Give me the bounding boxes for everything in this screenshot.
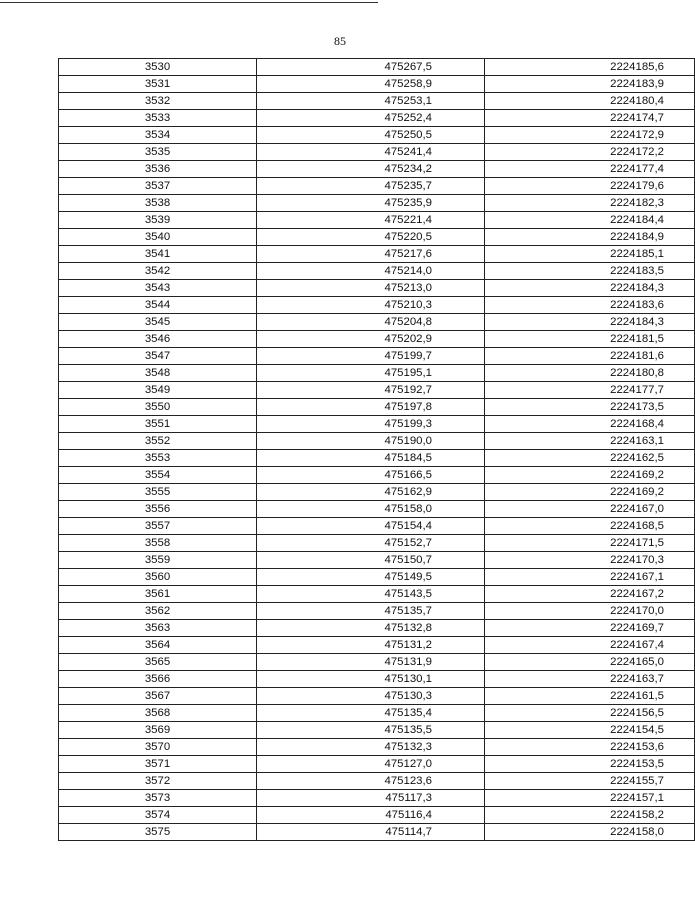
table-row bbox=[59, 620, 695, 637]
y-coordinate-cell: 2224180,4 bbox=[485, 93, 695, 110]
x-coordinate-cell: 475116,4 bbox=[257, 807, 485, 824]
point-number-cell: 3533 bbox=[59, 110, 257, 127]
y-coordinate-cell: 2224161,5 bbox=[485, 688, 695, 705]
table-row bbox=[59, 790, 695, 807]
table-row bbox=[59, 569, 695, 586]
point-number-cell: 3551 bbox=[59, 416, 257, 433]
table-row bbox=[59, 535, 695, 552]
y-coordinate-cell: 2224167,1 bbox=[485, 569, 695, 586]
point-number-cell: 3553 bbox=[59, 450, 257, 467]
table-row bbox=[59, 144, 695, 161]
table-row bbox=[59, 450, 695, 467]
y-coordinate-cell: 2224183,6 bbox=[485, 297, 695, 314]
table-row bbox=[59, 722, 695, 739]
table-row bbox=[59, 654, 695, 671]
table-row bbox=[59, 195, 695, 212]
x-coordinate-cell: 475199,7 bbox=[257, 348, 485, 365]
y-coordinate-cell: 2224154,5 bbox=[485, 722, 695, 739]
x-coordinate-cell: 475135,5 bbox=[257, 722, 485, 739]
y-coordinate-cell: 2224158,0 bbox=[485, 824, 695, 841]
table-row bbox=[59, 382, 695, 399]
y-coordinate-cell: 2224167,0 bbox=[485, 501, 695, 518]
x-coordinate-cell: 475130,3 bbox=[257, 688, 485, 705]
x-coordinate-cell: 475241,4 bbox=[257, 144, 485, 161]
point-number-cell: 3534 bbox=[59, 127, 257, 144]
x-coordinate-cell: 475123,6 bbox=[257, 773, 485, 790]
point-number-cell: 3573 bbox=[59, 790, 257, 807]
point-number-cell: 3565 bbox=[59, 654, 257, 671]
y-coordinate-cell: 2224153,6 bbox=[485, 739, 695, 756]
point-number-cell: 3542 bbox=[59, 263, 257, 280]
y-coordinate-cell: 2224167,4 bbox=[485, 637, 695, 654]
table-row bbox=[59, 76, 695, 93]
table-row bbox=[59, 178, 695, 195]
y-coordinate-cell: 2224168,4 bbox=[485, 416, 695, 433]
table-row bbox=[59, 93, 695, 110]
table-row bbox=[59, 552, 695, 569]
y-coordinate-cell: 2224172,2 bbox=[485, 144, 695, 161]
point-number-cell: 3567 bbox=[59, 688, 257, 705]
table-row bbox=[59, 637, 695, 654]
table-row bbox=[59, 314, 695, 331]
x-coordinate-cell: 475135,7 bbox=[257, 603, 485, 620]
x-coordinate-cell: 475250,5 bbox=[257, 127, 485, 144]
table-row bbox=[59, 824, 695, 841]
x-coordinate-cell: 475267,5 bbox=[257, 59, 485, 76]
y-coordinate-cell: 2224172,9 bbox=[485, 127, 695, 144]
y-coordinate-cell: 2224185,1 bbox=[485, 246, 695, 263]
point-number-cell: 3538 bbox=[59, 195, 257, 212]
x-coordinate-cell: 475210,3 bbox=[257, 297, 485, 314]
x-coordinate-cell: 475143,5 bbox=[257, 586, 485, 603]
y-coordinate-cell: 2224173,5 bbox=[485, 399, 695, 416]
table-row bbox=[59, 739, 695, 756]
point-number-cell: 3572 bbox=[59, 773, 257, 790]
point-number-cell: 3564 bbox=[59, 637, 257, 654]
y-coordinate-cell: 2224167,2 bbox=[485, 586, 695, 603]
table-row bbox=[59, 399, 695, 416]
point-number-cell: 3569 bbox=[59, 722, 257, 739]
y-coordinate-cell: 2224153,5 bbox=[485, 756, 695, 773]
x-coordinate-cell: 475252,4 bbox=[257, 110, 485, 127]
x-coordinate-cell: 475214,0 bbox=[257, 263, 485, 280]
x-coordinate-cell: 475149,5 bbox=[257, 569, 485, 586]
x-coordinate-cell: 475114,7 bbox=[257, 824, 485, 841]
y-coordinate-cell: 2224163,7 bbox=[485, 671, 695, 688]
x-coordinate-cell: 475192,7 bbox=[257, 382, 485, 399]
x-coordinate-cell: 475131,9 bbox=[257, 654, 485, 671]
point-number-cell: 3547 bbox=[59, 348, 257, 365]
x-coordinate-cell: 475235,7 bbox=[257, 178, 485, 195]
point-number-cell: 3562 bbox=[59, 603, 257, 620]
x-coordinate-cell: 475127,0 bbox=[257, 756, 485, 773]
x-coordinate-cell: 475221,4 bbox=[257, 212, 485, 229]
point-number-cell: 3561 bbox=[59, 586, 257, 603]
y-coordinate-cell: 2224184,3 bbox=[485, 314, 695, 331]
y-coordinate-cell: 2224181,6 bbox=[485, 348, 695, 365]
y-coordinate-cell: 2224177,7 bbox=[485, 382, 695, 399]
point-number-cell: 3552 bbox=[59, 433, 257, 450]
table-row bbox=[59, 807, 695, 824]
table-row bbox=[59, 212, 695, 229]
x-coordinate-cell: 475132,8 bbox=[257, 620, 485, 637]
point-number-cell: 3558 bbox=[59, 535, 257, 552]
x-coordinate-cell: 475190,0 bbox=[257, 433, 485, 450]
x-coordinate-cell: 475199,3 bbox=[257, 416, 485, 433]
y-coordinate-cell: 2224168,5 bbox=[485, 518, 695, 535]
point-number-cell: 3545 bbox=[59, 314, 257, 331]
page-number: 85 bbox=[334, 34, 346, 48]
point-number-cell: 3537 bbox=[59, 178, 257, 195]
x-coordinate-cell: 475234,2 bbox=[257, 161, 485, 178]
x-coordinate-cell: 475197,8 bbox=[257, 399, 485, 416]
point-number-cell: 3555 bbox=[59, 484, 257, 501]
point-number-cell: 3571 bbox=[59, 756, 257, 773]
y-coordinate-cell: 2224162,5 bbox=[485, 450, 695, 467]
table-row bbox=[59, 110, 695, 127]
x-coordinate-cell: 475213,0 bbox=[257, 280, 485, 297]
table-row bbox=[59, 280, 695, 297]
y-coordinate-cell: 2224177,4 bbox=[485, 161, 695, 178]
table-row bbox=[59, 586, 695, 603]
coordinates-table-body bbox=[59, 59, 695, 841]
table-row bbox=[59, 229, 695, 246]
y-coordinate-cell: 2224171,5 bbox=[485, 535, 695, 552]
y-coordinate-cell: 2224181,5 bbox=[485, 331, 695, 348]
x-coordinate-cell: 475253,1 bbox=[257, 93, 485, 110]
point-number-cell: 3543 bbox=[59, 280, 257, 297]
x-coordinate-cell: 475158,0 bbox=[257, 501, 485, 518]
point-number-cell: 3536 bbox=[59, 161, 257, 178]
y-coordinate-cell: 2224170,0 bbox=[485, 603, 695, 620]
x-coordinate-cell: 475130,1 bbox=[257, 671, 485, 688]
x-coordinate-cell: 475162,9 bbox=[257, 484, 485, 501]
table-row bbox=[59, 331, 695, 348]
point-number-cell: 3568 bbox=[59, 705, 257, 722]
point-number-cell: 3574 bbox=[59, 807, 257, 824]
x-coordinate-cell: 475150,7 bbox=[257, 552, 485, 569]
y-coordinate-cell: 2224163,1 bbox=[485, 433, 695, 450]
y-coordinate-cell: 2224155,7 bbox=[485, 773, 695, 790]
y-coordinate-cell: 2224169,2 bbox=[485, 484, 695, 501]
top-rule bbox=[0, 2, 378, 3]
y-coordinate-cell: 2224169,7 bbox=[485, 620, 695, 637]
table-row bbox=[59, 263, 695, 280]
table-row bbox=[59, 603, 695, 620]
y-coordinate-cell: 2224183,5 bbox=[485, 263, 695, 280]
x-coordinate-cell: 475258,9 bbox=[257, 76, 485, 93]
table-row bbox=[59, 161, 695, 178]
table-row bbox=[59, 756, 695, 773]
y-coordinate-cell: 2224179,6 bbox=[485, 178, 695, 195]
point-number-cell: 3560 bbox=[59, 569, 257, 586]
point-number-cell: 3556 bbox=[59, 501, 257, 518]
table-row bbox=[59, 773, 695, 790]
table-row bbox=[59, 705, 695, 722]
y-coordinate-cell: 2224184,9 bbox=[485, 229, 695, 246]
point-number-cell: 3550 bbox=[59, 399, 257, 416]
y-coordinate-cell: 2224185,6 bbox=[485, 59, 695, 76]
x-coordinate-cell: 475154,4 bbox=[257, 518, 485, 535]
point-number-cell: 3535 bbox=[59, 144, 257, 161]
point-number-cell: 3570 bbox=[59, 739, 257, 756]
point-number-cell: 3548 bbox=[59, 365, 257, 382]
point-number-cell: 3531 bbox=[59, 76, 257, 93]
point-number-cell: 3559 bbox=[59, 552, 257, 569]
point-number-cell: 3530 bbox=[59, 59, 257, 76]
y-coordinate-cell: 2224180,8 bbox=[485, 365, 695, 382]
point-number-cell: 3544 bbox=[59, 297, 257, 314]
y-coordinate-cell: 2224157,1 bbox=[485, 790, 695, 807]
x-coordinate-cell: 475235,9 bbox=[257, 195, 485, 212]
y-coordinate-cell: 2224174,7 bbox=[485, 110, 695, 127]
table-row bbox=[59, 246, 695, 263]
point-number-cell: 3540 bbox=[59, 229, 257, 246]
point-number-cell: 3539 bbox=[59, 212, 257, 229]
x-coordinate-cell: 475220,5 bbox=[257, 229, 485, 246]
point-number-cell: 3549 bbox=[59, 382, 257, 399]
y-coordinate-cell: 2224184,3 bbox=[485, 280, 695, 297]
y-coordinate-cell: 2224184,4 bbox=[485, 212, 695, 229]
point-number-cell: 3575 bbox=[59, 824, 257, 841]
point-number-cell: 3546 bbox=[59, 331, 257, 348]
table-row bbox=[59, 433, 695, 450]
point-number-cell: 3541 bbox=[59, 246, 257, 263]
y-coordinate-cell: 2224183,9 bbox=[485, 76, 695, 93]
x-coordinate-cell: 475217,6 bbox=[257, 246, 485, 263]
table-row bbox=[59, 501, 695, 518]
coordinates-table bbox=[58, 58, 695, 841]
x-coordinate-cell: 475131,2 bbox=[257, 637, 485, 654]
x-coordinate-cell: 475204,8 bbox=[257, 314, 485, 331]
x-coordinate-cell: 475166,5 bbox=[257, 467, 485, 484]
y-coordinate-cell: 2224158,2 bbox=[485, 807, 695, 824]
point-number-cell: 3557 bbox=[59, 518, 257, 535]
x-coordinate-cell: 475184,5 bbox=[257, 450, 485, 467]
table-row bbox=[59, 127, 695, 144]
point-number-cell: 3554 bbox=[59, 467, 257, 484]
y-coordinate-cell: 2224170,3 bbox=[485, 552, 695, 569]
table-row bbox=[59, 416, 695, 433]
x-coordinate-cell: 475152,7 bbox=[257, 535, 485, 552]
table-row bbox=[59, 467, 695, 484]
y-coordinate-cell: 2224182,3 bbox=[485, 195, 695, 212]
x-coordinate-cell: 475117,3 bbox=[257, 790, 485, 807]
table-row bbox=[59, 348, 695, 365]
x-coordinate-cell: 475195,1 bbox=[257, 365, 485, 382]
y-coordinate-cell: 2224169,2 bbox=[485, 467, 695, 484]
table-row bbox=[59, 671, 695, 688]
point-number-cell: 3566 bbox=[59, 671, 257, 688]
point-number-cell: 3563 bbox=[59, 620, 257, 637]
y-coordinate-cell: 2224156,5 bbox=[485, 705, 695, 722]
x-coordinate-cell: 475202,9 bbox=[257, 331, 485, 348]
table-row bbox=[59, 484, 695, 501]
table-row bbox=[59, 688, 695, 705]
x-coordinate-cell: 475135,4 bbox=[257, 705, 485, 722]
table-row bbox=[59, 365, 695, 382]
point-number-cell: 3532 bbox=[59, 93, 257, 110]
y-coordinate-cell: 2224165,0 bbox=[485, 654, 695, 671]
x-coordinate-cell: 475132,3 bbox=[257, 739, 485, 756]
table-row bbox=[59, 297, 695, 314]
table-row bbox=[59, 518, 695, 535]
table-row bbox=[59, 59, 695, 76]
